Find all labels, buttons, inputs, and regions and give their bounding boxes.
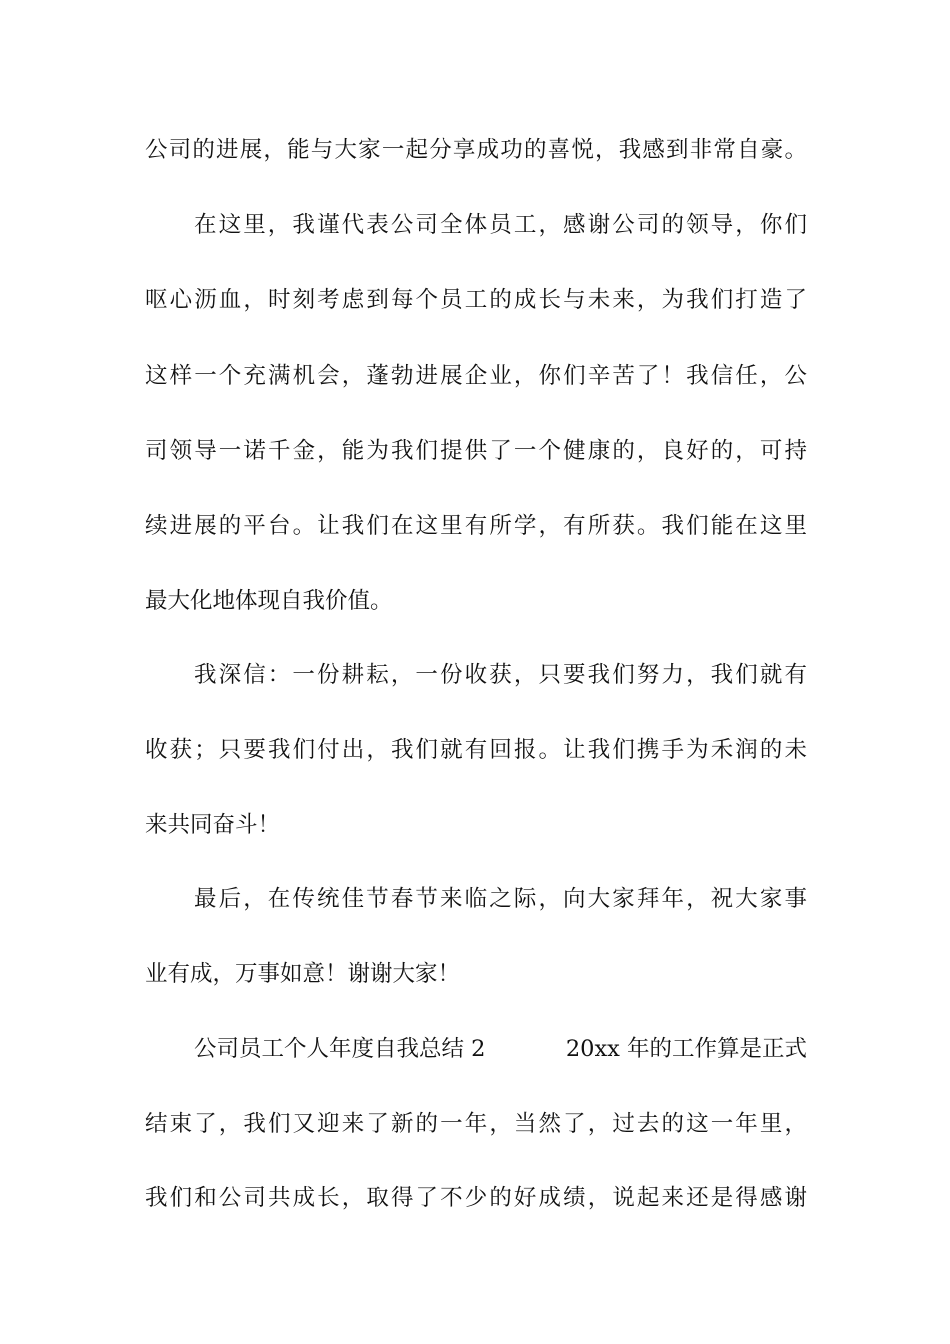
paragraph-line: 我们和公司共成长，取得了不少的好成绩，说起来还是得感谢: [145, 1185, 807, 1211]
paragraph-line: 在这里，我谨代表公司全体员工，感谢公司的领导，你们: [194, 212, 807, 238]
section-heading-line: [194, 1029, 807, 1069]
section-heading: 公司员工个人年度自我总结 2: [194, 1036, 486, 1062]
paragraph-line: 这样一个充满机会，蓬勃进展企业，你们辛苦了！我信任，公: [145, 363, 807, 389]
section-heading-tail: 20xx 年的工作算是正式: [565, 1036, 807, 1062]
paragraph-line: 业有成，万事如意！谢谢大家！: [145, 961, 461, 987]
paragraph-line: 收获；只要我们付出，我们就有回报。让我们携手为禾润的未: [145, 737, 807, 763]
paragraph-line: 公司的进展，能与大家一起分享成功的喜悦，我感到非常自豪。: [145, 137, 807, 163]
paragraph-line: 我深信：一份耕耘，一份收获，只要我们努力，我们就有: [194, 662, 807, 688]
paragraph-line: 司领导一诺千金，能为我们提供了一个健康的，良好的，可持: [145, 438, 807, 464]
paragraph-line: 续进展的平台。让我们在这里有所学，有所获。我们能在这里: [145, 513, 807, 539]
paragraph-line: 结束了，我们又迎来了新的一年，当然了，过去的这一年里，: [145, 1111, 807, 1137]
paragraph-line: 最大化地体现自我价值。: [145, 588, 393, 614]
paragraph-line: 最后，在传统佳节春节来临之际，向大家拜年，祝大家事: [194, 886, 807, 912]
paragraph-line: 来共同奋斗！: [145, 812, 281, 838]
paragraph-line: 呕心沥血，时刻考虑到每个员工的成长与未来，为我们打造了: [145, 287, 807, 313]
